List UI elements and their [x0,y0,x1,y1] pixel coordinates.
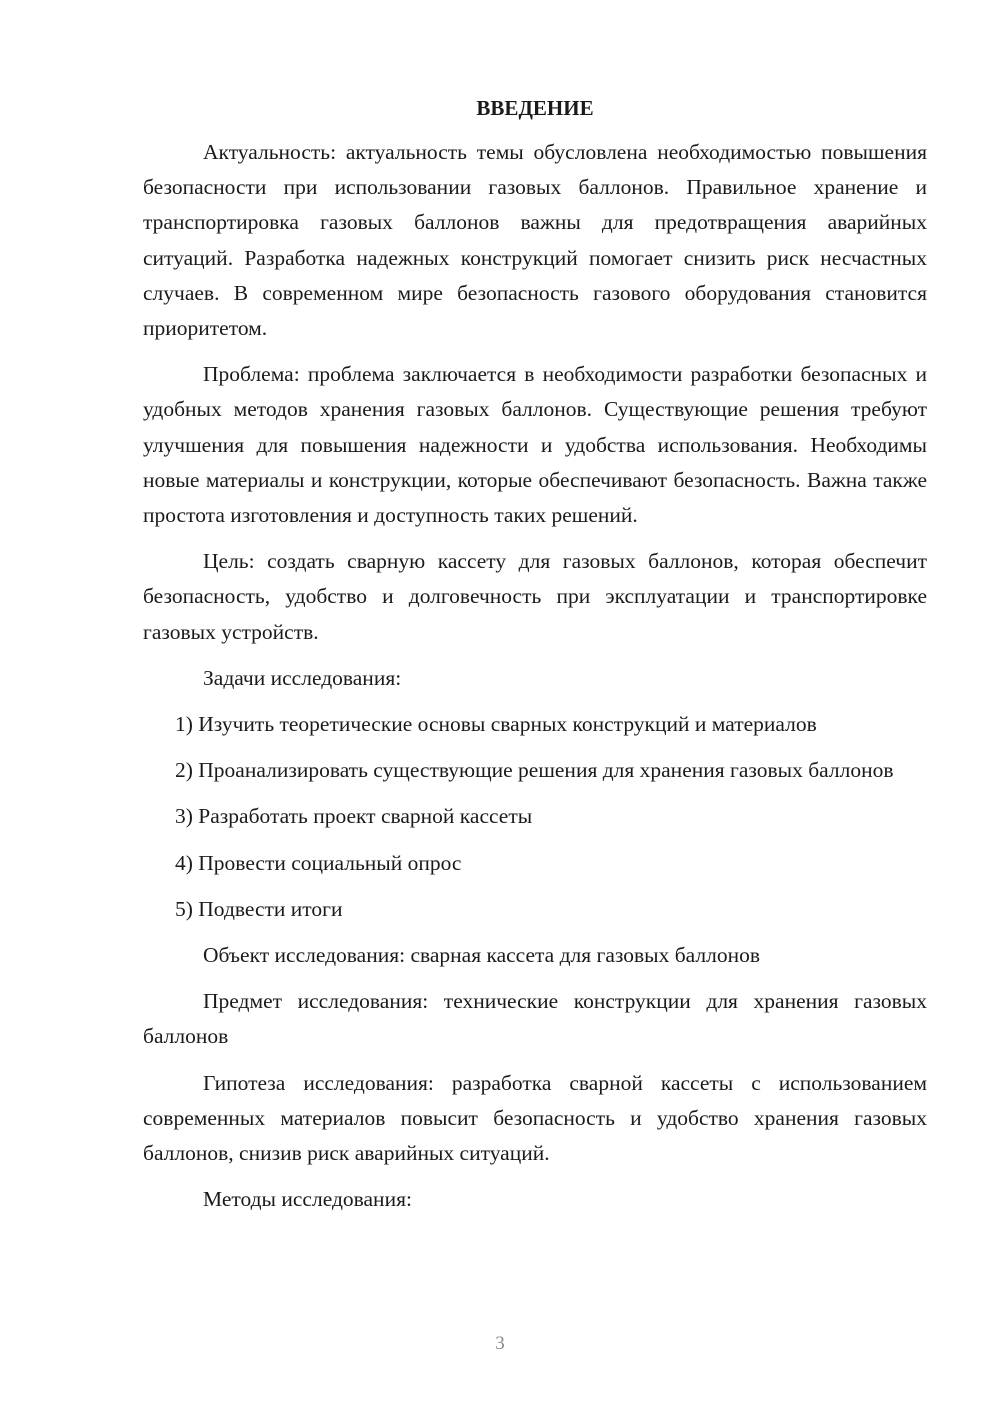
page-number: 3 [495,1333,505,1354]
task-item-5: 5) Подвести итоги [175,896,343,921]
section-heading: ВВЕДЕНИЕ [476,96,594,120]
methods-title: Методы исследования: [203,1187,412,1212]
paragraph-problem: Проблема: проблема заключается в необходимости разработки безопасных и удобных методов хранения газовых баллонов. Существующие решения требуют улучшения для повышения надежности и удобства использования. Необходимы новые материалы и конструкции, которые обеспечивают безопасность. Важна также простота изготовления и доступность таких решений. [143,362,927,528]
tasks-title: Задачи исследования: [203,665,402,690]
paragraph-goal: Цель: создать сварную кассету для газовых баллонов, которая обеспечит безопасность, удобство и долговечность при эксплуатации и транспортировке газовых устройств. [143,549,927,644]
task-item-2: 2) Проанализировать существующие решения для хранения газовых баллонов [175,758,894,783]
paragraph-relevance: Актуальность: актуальность темы обусловлена необходимостью повышения безопасности при использовании газовых баллонов. Правильное хранение и транспортировка газовых баллонов важны для предотвращения аварийных ситуаций. Разработка надежных конструкций помогает снизить риск несчастных случаев. В современном мире безопасность газового оборудования становится приоритетом. [143,140,927,341]
paragraph-subject: Предмет исследования: технические конструкции для хранения газовых баллонов [143,989,927,1049]
document-body [143,93,927,1228]
paragraph-object: Объект исследования: сварная кассета для газовых баллонов [203,943,761,968]
task-item-4: 4) Провести социальный опрос [175,850,462,875]
task-item-3: 3) Разработать проект сварной кассеты [175,804,533,829]
task-item-1: 1) Изучить теоретические основы сварных конструкций и материалов [175,712,817,737]
paragraph-hypothesis: Гипотеза исследования: разработка сварной кассеты с использованием современных материалов повысит безопасность и удобство хранения газовых баллонов, снизив риск аварийных ситуаций. [143,1070,927,1166]
